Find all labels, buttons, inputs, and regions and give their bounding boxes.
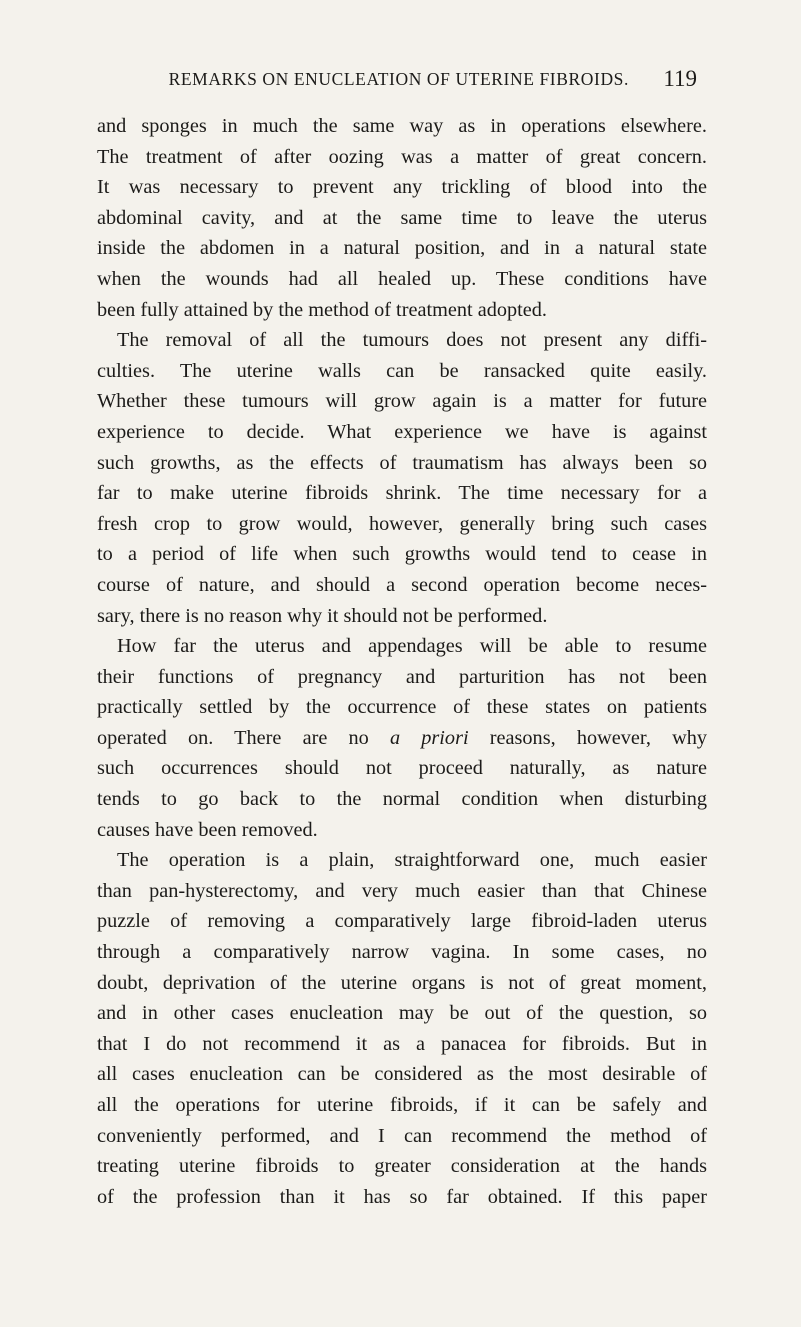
italic-phrase: a priori: [389, 726, 469, 749]
text-line: doubt, deprivation of the uterine organs is not of great moment,: [97, 971, 707, 994]
text-line: It was necessary to prevent any trickling of blood into the: [97, 176, 707, 199]
text-line: sary, there is no reason why it should not be performed.: [97, 604, 548, 627]
text-line: tends to go back to the normal condition when disturbing: [97, 788, 707, 811]
text-line: when the wounds had all healed up. These conditions have: [97, 267, 707, 290]
text-line: such growths, as the effects of traumatism has always been so: [97, 451, 707, 474]
text-line: culties. The uterine walls can be ransacked quite easily.: [97, 359, 707, 382]
page-number: 119: [663, 66, 697, 91]
text-line: their functions of pregnancy and parturition has not been: [97, 665, 707, 688]
running-title: REMARKS ON ENUCLEATION OF UTERINE FIBROIDS.: [168, 69, 629, 89]
text-line: of the profession than it has so far obtained. If this paper: [97, 1185, 707, 1208]
text-line: How far the uterus and appendages will be able to resume: [117, 635, 707, 658]
text-line: and in other cases enucleation may be out of the question, so: [97, 1002, 707, 1025]
text-line: causes have been removed.: [97, 818, 318, 841]
text-line: Whether these tumours will grow again is a matter for future: [97, 390, 707, 413]
text-line: The operation is a plain, straightforward one, much easier: [117, 849, 707, 872]
text-line: to a period of life when such growths would tend to cease in: [97, 543, 707, 566]
body-text: [97, 111, 707, 1212]
text-line: such occurrences should not proceed naturally, as nature: [97, 757, 707, 780]
text-line: experience to decide. What experience we have is against: [97, 420, 707, 443]
text-line-with-italic: [97, 723, 707, 754]
text-line: practically settled by the occurrence of these states on patients: [97, 696, 707, 719]
text-line: The removal of all the tumours does not present any diffi-: [117, 329, 707, 352]
text-line: far to make uterine fibroids shrink. The time necessary for a: [97, 482, 707, 505]
text-line: all cases enucleation can be considered as the most desirable of: [97, 1063, 707, 1086]
text-fragment: operated on. There are no: [97, 726, 369, 749]
text-line: The treatment of after oozing was a matter of great concern.: [97, 145, 707, 168]
text-line: fresh crop to grow would, however, generally bring such cases: [97, 512, 707, 535]
text-line: inside the abdomen in a natural position, and in a natural state: [97, 237, 707, 260]
text-line: been fully attained by the method of treatment adopted.: [97, 298, 547, 321]
text-line: than pan-hysterectomy, and very much easier than that Chinese: [97, 879, 707, 902]
text-line: treating uterine fibroids to greater consideration at the hands: [97, 1155, 707, 1178]
text-line: abdominal cavity, and at the same time to leave the uterus: [97, 206, 707, 229]
text-line: course of nature, and should a second operation become neces-: [97, 573, 707, 596]
text-line: conveniently performed, and I can recommend the method of: [97, 1124, 707, 1147]
text-line: puzzle of removing a comparatively large fibroid-laden uterus: [97, 910, 707, 933]
text-line: through a comparatively narrow vagina. In some cases, no: [97, 941, 707, 964]
text-fragment: reasons, however, why: [489, 726, 707, 749]
running-head: [0, 64, 801, 94]
text-line: that I do not recommend it as a panacea for fibroids. But in: [97, 1032, 707, 1055]
text-line: and sponges in much the same way as in operations elsewhere.: [97, 115, 707, 137]
text-line: all the operations for uterine fibroids, if it can be safely and: [97, 1094, 707, 1116]
